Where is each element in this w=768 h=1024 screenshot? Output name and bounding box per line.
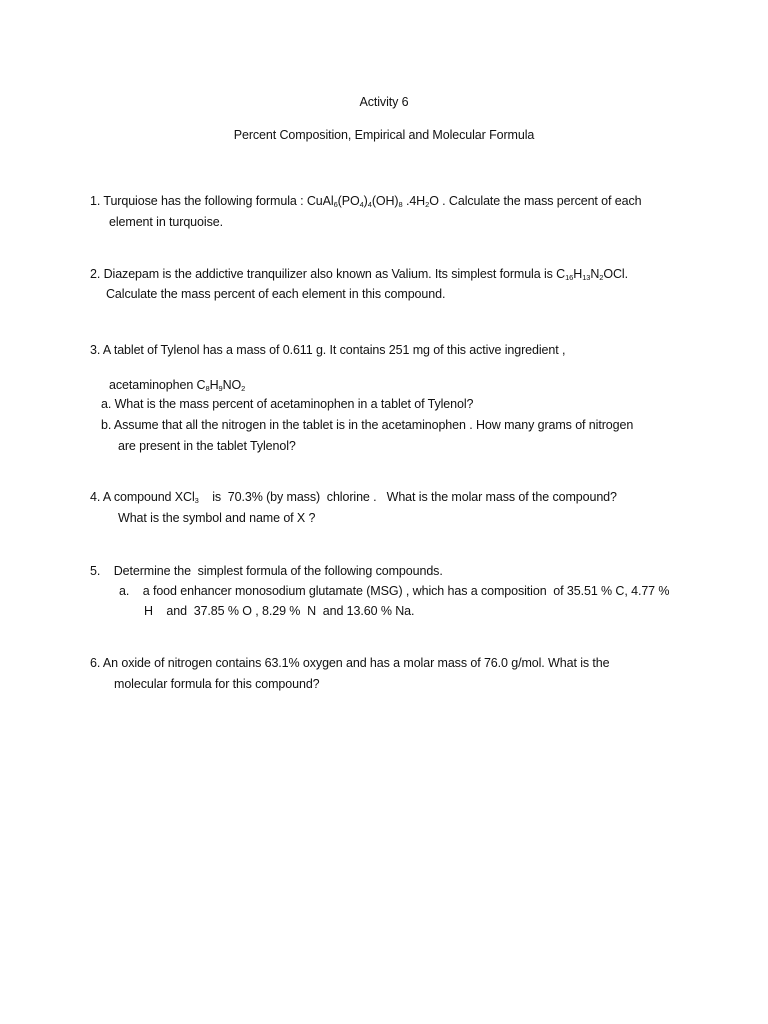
question-3b-line-2: are present in the tablet Tylenol? [118, 439, 296, 453]
question-4-line-1: 4. A compound XCl$_3$ is 70.3% (by mass) chlorine . What is the molar mass of the compound? [90, 490, 617, 505]
question-5a-line-1: a. a food enhancer monosodium glutamate (MSG) , which has a composition of 35.51 % C, 4.77 % [119, 584, 670, 598]
question-6-line-1: 6. An oxide of nitrogen contains 63.1% oxygen and has a molar mass of 76.0 g/mol. What is the [90, 656, 610, 670]
question-1-line-1: 1. Turquiose has the following formula : $CuAl_6(PO_4)_4(OH)_8$ $.4H_2O$ . Calculate the mass percent of each [90, 194, 642, 209]
question-3-line-1: 3. A tablet of Tylenol has a mass of 0.611 g. It contains 251 mg of this active ingredient , [90, 343, 566, 357]
question-5a-line-2: H and 37.85 % O , 8.29 % N and 13.60 % Na. [144, 604, 415, 618]
question-6-line-2: molecular formula for this compound? [114, 677, 320, 691]
question-2-line-1: 2. Diazepam is the addictive tranquilizer also known as Valium. Its simplest formula is $C_{16}H_{13}N_2OCl$. [90, 267, 628, 282]
question-3b-line-1: b. Assume that all the nitrogen in the tablet is in the acetaminophen . How many grams of nitrogen [101, 418, 634, 432]
question-5-line-1: 5. Determine the simplest formula of the following compounds. [90, 564, 443, 578]
question-3a: a. What is the mass percent of acetaminophen in a tablet of Tylenol? [101, 397, 474, 411]
page-subtitle: Percent Composition, Empirical and Molecular Formula [233, 128, 535, 142]
question-1-line-2: element in turquoise. [109, 215, 223, 229]
question-4-line-2: What is the symbol and name of X ? [118, 511, 316, 525]
question-2-line-2: Calculate the mass percent of each element in this compound. [106, 287, 446, 301]
page-title: Activity 6 [359, 95, 409, 109]
question-3-line-2: acetaminophen $C_8H_9NO_2$ [109, 378, 246, 393]
